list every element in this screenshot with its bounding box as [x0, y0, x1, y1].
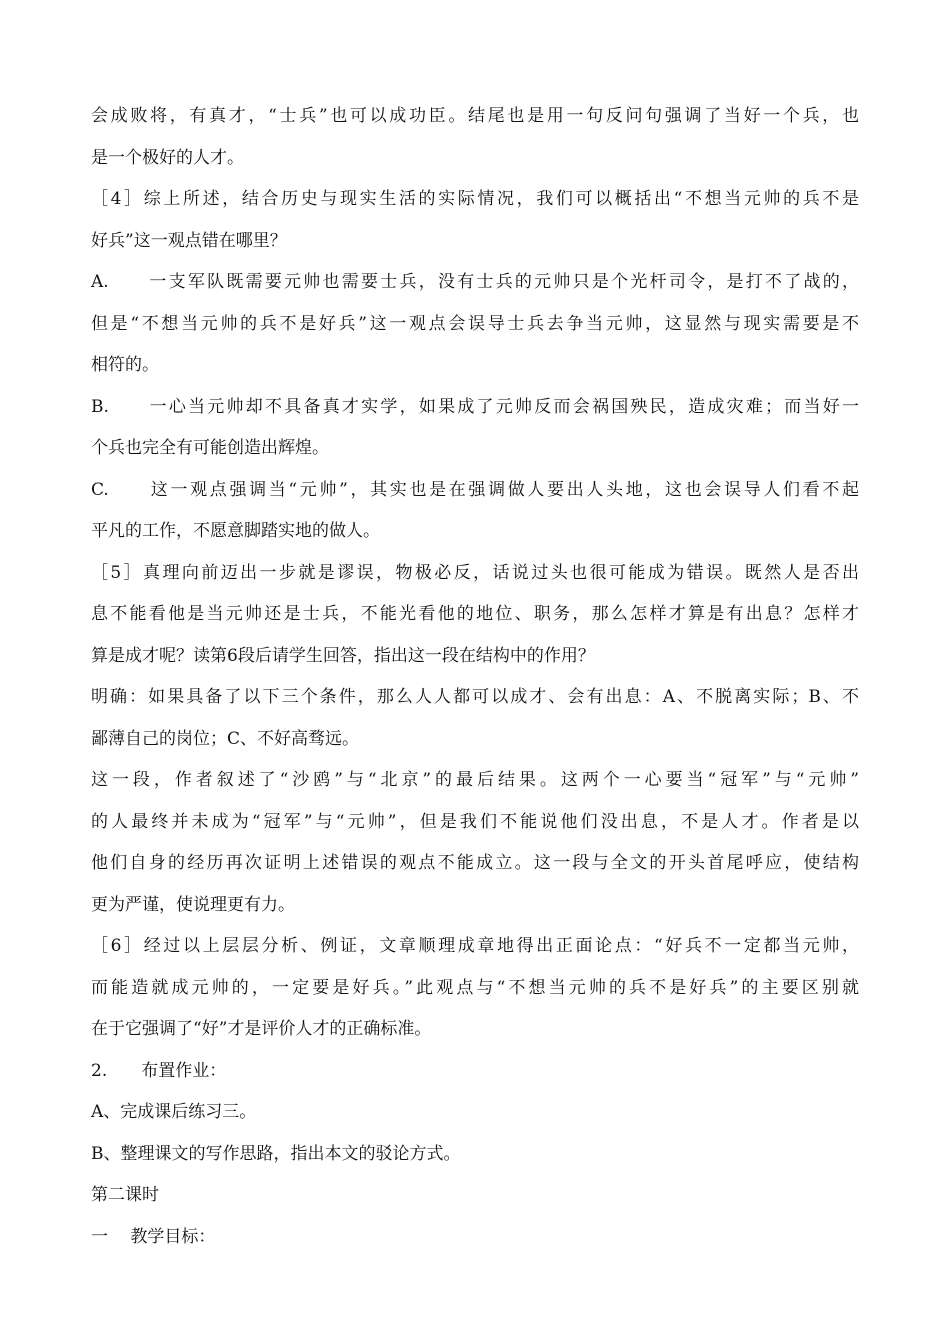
paragraph-conclusion-of-section [91, 96, 859, 179]
text-line: 2. 布置作业： [91, 1060, 227, 1081]
section-heading-second-lesson [91, 1175, 859, 1217]
text-line: 好兵”这一观点错在哪里？ [91, 230, 287, 251]
text-line: 是一个极好的人才。 [91, 147, 244, 168]
text-line: ［6］经过以上层层分析、例证，文章顺理成章地得出正面论点：“好兵不一定都当元帅， [91, 936, 859, 956]
paragraph-question-4 [91, 179, 859, 262]
text-line: B、整理课文的写作思路，指出本文的驳论方式。 [91, 1143, 461, 1164]
paragraph-clarification [91, 677, 859, 760]
text-line: 个兵也完全有可能创造出辉煌。 [91, 438, 329, 458]
text-line: 平凡的工作，不愿意脚踏实地的做人。 [91, 521, 380, 541]
text-line: 息不能看他是当元帅还是士兵，不能光看他的地位、职务，那么怎样才算是有出息？怎样才 [91, 604, 859, 624]
text-line: 会成败将，有真才，“士兵”也可以成功臣。结尾也是用一句反问句强调了当好一个兵，也 [91, 106, 859, 126]
text-line: ［5］真理向前迈出一步就是谬误，物极必反，话说过头也很可能成为错误。既然人是否出 [91, 562, 859, 583]
text-line: 的人最终并未成为“冠军”与“元帅”，但是我们不能说他们没出息，不是人才。作者是以 [91, 811, 859, 832]
text-line: A、完成课后练习三。 [91, 1102, 257, 1122]
paragraph-question-5 [91, 553, 859, 678]
text-line: 在于它强调了“好”才是评价人才的正确标准。 [91, 1019, 432, 1039]
text-line: 鄙薄自己的岗位；C、不好高骛远。 [91, 728, 360, 749]
paragraph-section-summary [91, 760, 859, 926]
paragraph-homework-heading [91, 1051, 859, 1093]
paragraph-homework-b [91, 1134, 859, 1176]
text-line: 更为严谨，使说理更有力。 [91, 894, 295, 915]
paragraph-answer-b [91, 387, 859, 470]
text-line: 而能造就成元帅的，一定要是好兵。”此观点与“不想当元帅的兵不是好兵”的主要区别就 [91, 977, 859, 998]
paragraph-answer-a [91, 262, 859, 387]
text-line: B. 一心当元帅却不具备真才实学，如果成了元帅反而会祸国殃民，造成灾难；而当好一 [91, 396, 859, 417]
text-line: ［4］综上所述，结合历史与现实生活的实际情况，我们可以概括出“不想当元帅的兵不是 [91, 189, 859, 209]
document-body [91, 96, 859, 1258]
text-line: A. 一支军队既需要元帅也需要士兵，没有士兵的元帅只是个光杆司令，是打不了战的， [91, 272, 859, 292]
text-line: 相符的。 [91, 355, 159, 375]
section-heading-teaching-goals [91, 1217, 859, 1259]
text-line: 他们自身的经历再次证明上述错误的观点不能成立。这一段与全文的开头首尾呼应，使结构 [91, 853, 859, 873]
text-line: 第二课时 [91, 1185, 159, 1205]
paragraph-question-6 [91, 926, 859, 1051]
paragraph-answer-c [91, 470, 859, 553]
text-line: 算是成才呢？读第6段后请学生回答，指出这一段在结构中的作用？ [91, 645, 595, 666]
text-line: 但是“不想当元帅的兵不是好兵”这一观点会误导士兵去争当元帅，这显然与现实需要是不 [91, 313, 859, 334]
text-line: 一 教学目标： [91, 1226, 216, 1247]
text-line: 明确：如果具备了以下三个条件，那么人人都可以成才、会有出息：A、不脱离实际；B、不 [91, 687, 859, 707]
text-line: 这一段，作者叙述了“沙鸥”与“北京”的最后结果。这两个一心要当“冠军”与“元帅” [91, 770, 859, 790]
paragraph-homework-a [91, 1092, 859, 1134]
text-line: C. 这一观点强调当“元帅”，其实也是在强调做人要出人头地，这也会误导人们看不起 [91, 479, 859, 500]
